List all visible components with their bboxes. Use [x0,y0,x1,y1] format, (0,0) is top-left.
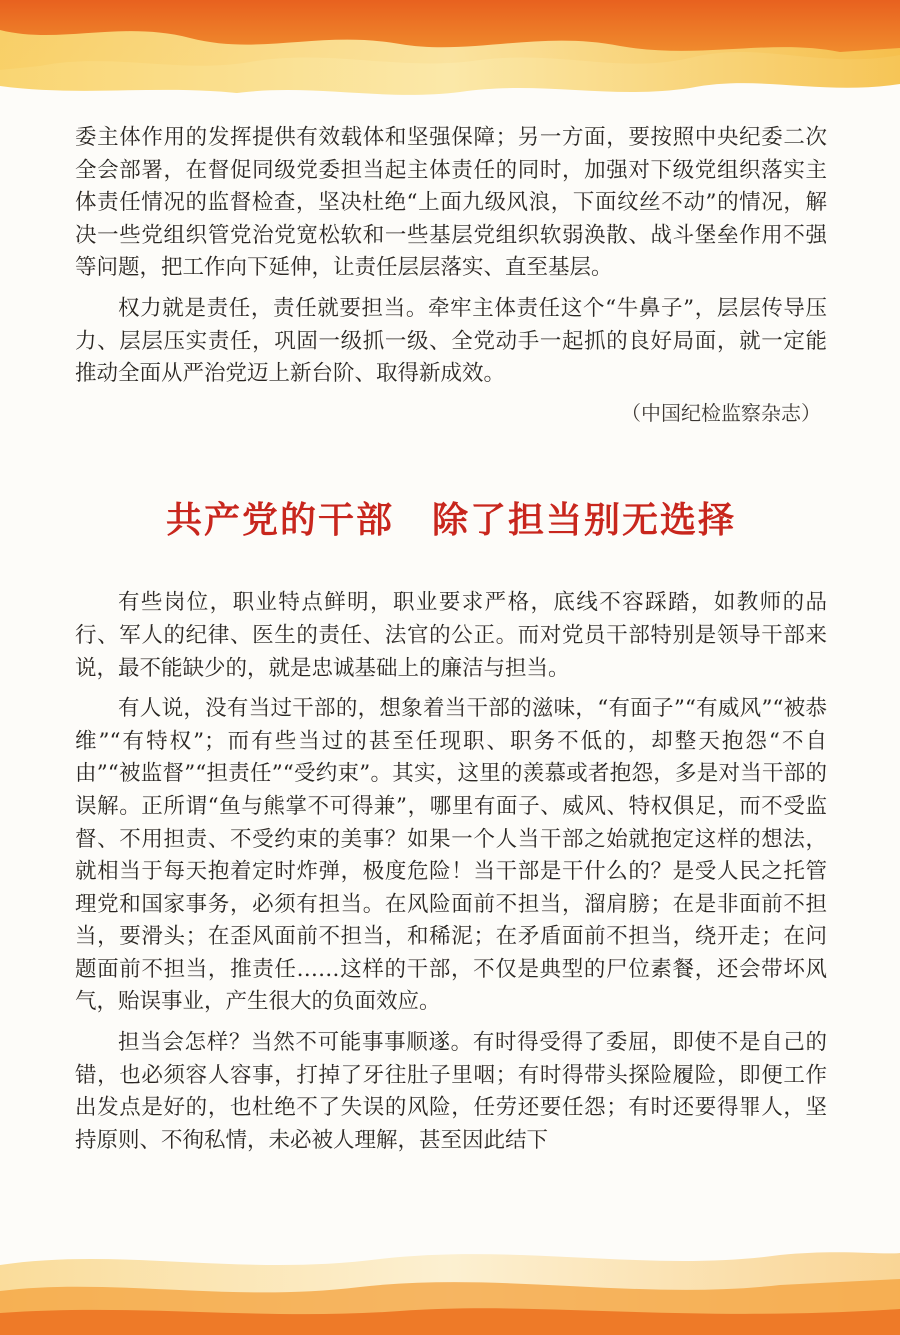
article2-title-part2: 除了担当别无选择 [432,499,737,542]
article-body [75,122,827,1157]
bottom-decorative-banner [0,1225,900,1335]
article2-paragraph: 有些岗位，职业特点鲜明，职业要求严格，底线不容踩踏，如教师的品行、军人的纪律、医生的责任、法官的公正。而对党员干部特别是领导干部来说，最不能缺少的，就是忠诚基础上的廉洁与担当。 [75,590,827,681]
article2-title-part1: 共产党的干部 [165,499,394,542]
article1-paragraph-final: 权力就是责任，责任就要担当。牵牢主体责任这个“牛鼻子”，层层传导压力、层层压实责任，巩固一级抓一级、全党动手一起抓的良好局面，就一定能推动全面从严治党迈上新台阶、取得新成效。 [75,295,827,387]
article1-paragraph-continued: 委主体作用的发挥提供有效载体和坚强保障；另一方面，要按照中央纪委二次全会部署，在督促同级党委担当起主体责任的同时，加强对下级党组织落实主体责任情况的监督检查，坚决杜绝“上面九级风浪，下面纹丝不动”的情况，解决一些党组织管党治党宽松软和一些基层党组织软弱涣散、战斗堡垒作用不强等问题，把工作向下延伸，让责任层层落实、直至基层。 [75,125,827,281]
article2-paragraph: 有人说，没有当过干部的，想象着当干部的滋味，“有面子”“有威风”“被恭维”“有特权”；而有些当过的甚至任现职、职务不低的，却整天抱怨“不自由”“被监督”“担责任”“受约束”。其实，这里的羡慕或者抱怨，多是对当干部的误解。正所谓“鱼与熊掌不可得兼”，哪里有面子、威风、特权俱足，而不受监督、不用担责、不受约束的美事？如果一个人当干部之始就抱定这样的想法，就相当于每天抱着定时炸弹，极度危险！当干部是干什么的？是受人民之托管理党和国家事务，必须有担当。在风险面前不担当，溜肩膀；在是非面前不担当，要滑头；在歪风面前不担当，和稀泥；在矛盾面前不担当，绕开走；在问题面前不担当，推责任……这样的干部，不仅是典型的尸位素餐，还会带坏风气，贻误事业，产生很大的负面效应。 [75,696,827,1015]
article1-source: （中国纪检监察杂志） [621,400,821,425]
article2-paragraph: 担当会怎样？当然不可能事事顺遂。有时得受得了委屈，即使不是自己的错，也必须容人容事，打掉了牙往肚子里咽；有时得带头探险履险，即便工作出发点是好的，也杜绝不了失误的风险，任劳还要任怨；有时还要得罪人，坚持原则、不徇私情，未必被人理解，甚至因此结下 [75,1030,827,1153]
top-decorative-banner [0,0,900,110]
article2-title [75,496,827,544]
